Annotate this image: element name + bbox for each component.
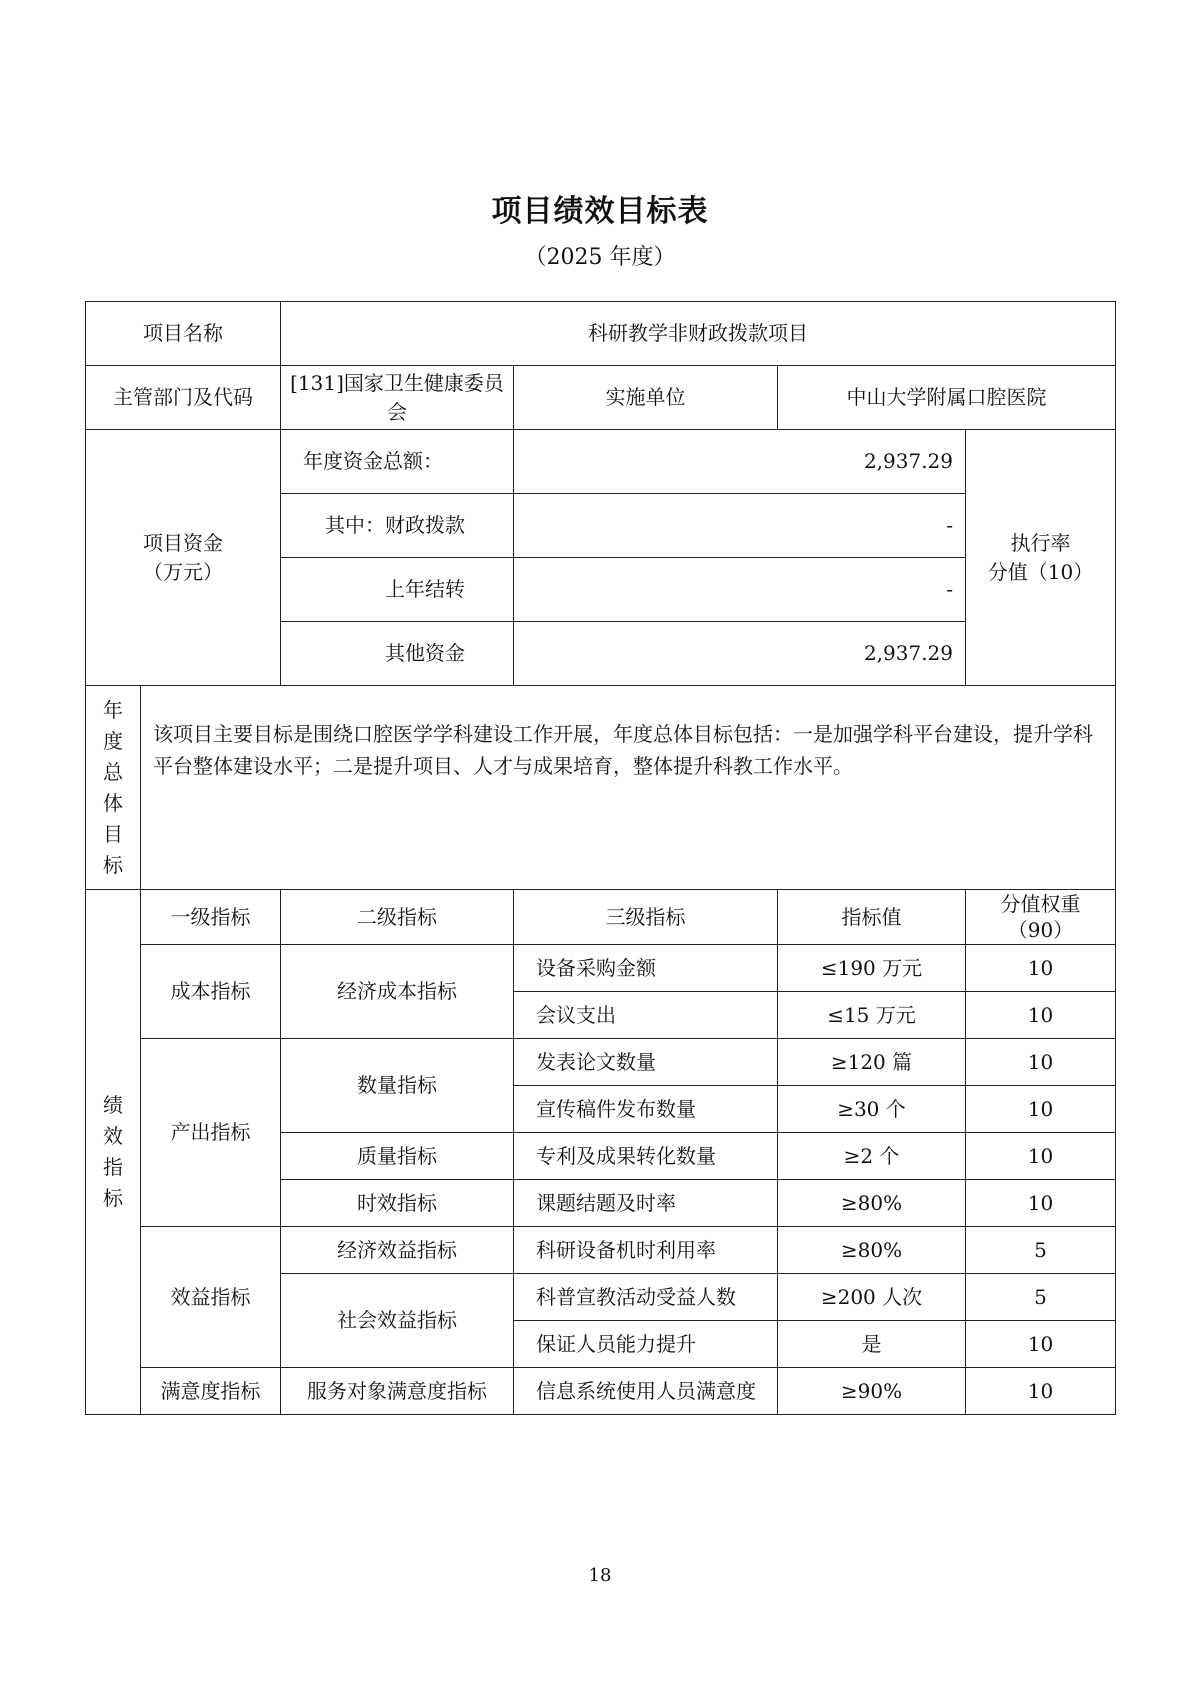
indicator-value: 是 xyxy=(778,1321,966,1368)
indicator-name: 发表论文数量 xyxy=(514,1039,778,1086)
indicator-weight: 10 xyxy=(966,992,1116,1039)
indicator-weight: 10 xyxy=(966,1321,1116,1368)
department-value: [131]国家卫生健康委员会 xyxy=(281,366,514,430)
fund-total-value: 2,937.29 xyxy=(514,430,966,494)
execution-rate-line1: 执行率 xyxy=(1010,530,1071,555)
annual-goal-label xyxy=(86,686,141,890)
annual-goal-char: 体 xyxy=(103,790,123,815)
fund-other-label: 其他资金 xyxy=(281,622,514,686)
fund-carryover-label: 上年结转 xyxy=(281,558,514,622)
indicator-value: ≥120 篇 xyxy=(778,1039,966,1086)
indicators-char: 效 xyxy=(103,1124,123,1148)
subgroup-economic-benefit: 经济效益指标 xyxy=(281,1227,514,1274)
indicator-value: ≥200 人次 xyxy=(778,1274,966,1321)
indicator-name: 专利及成果转化数量 xyxy=(514,1133,778,1180)
indicator-name: 科研设备机时利用率 xyxy=(514,1227,778,1274)
annual-goal-char: 总 xyxy=(103,759,123,784)
indicator-value: ≥30 个 xyxy=(778,1086,966,1133)
indicator-row xyxy=(86,945,1116,992)
subgroup-quality: 质量指标 xyxy=(281,1133,514,1180)
fund-label-line1: 项目资金 xyxy=(143,530,223,555)
indicator-value: ≤15 万元 xyxy=(778,992,966,1039)
header-level2: 二级指标 xyxy=(281,890,514,945)
fund-carryover-value: - xyxy=(514,558,966,622)
indicator-name: 宣传稿件发布数量 xyxy=(514,1086,778,1133)
department-label: 主管部门及代码 xyxy=(86,366,281,430)
group-cost: 成本指标 xyxy=(141,945,281,1039)
indicator-row xyxy=(86,1227,1116,1274)
fund-total-label: 年度资金总额： xyxy=(281,430,514,494)
subgroup-quantity: 数量指标 xyxy=(281,1039,514,1133)
execution-rate-cell xyxy=(966,430,1116,686)
indicator-name: 课题结题及时率 xyxy=(514,1180,778,1227)
project-name-value: 科研教学非财政拨款项目 xyxy=(281,302,1116,366)
performance-target-table xyxy=(85,301,1116,1415)
indicator-name: 科普宣教活动受益人数 xyxy=(514,1274,778,1321)
indicator-name: 设备采购金额 xyxy=(514,945,778,992)
group-output: 产出指标 xyxy=(141,1039,281,1227)
indicator-weight: 10 xyxy=(966,945,1116,992)
indicators-char: 标 xyxy=(103,1186,123,1210)
subgroup-social-benefit: 社会效益指标 xyxy=(281,1274,514,1368)
header-level1: 一级指标 xyxy=(141,890,281,945)
page-title: 项目绩效目标表 xyxy=(491,194,709,229)
subgroup-service-satisfaction: 服务对象满意度指标 xyxy=(281,1368,514,1415)
annual-goal-char: 度 xyxy=(103,728,123,753)
annual-goal-char: 目 xyxy=(103,821,123,846)
fund-fiscal-value: - xyxy=(514,494,966,558)
header-weight-line1: 分值权重 xyxy=(1000,892,1081,916)
fund-label xyxy=(86,430,281,686)
fund-total-row xyxy=(86,430,1116,494)
indicator-value: ≥80% xyxy=(778,1227,966,1274)
indicator-value: ≥80% xyxy=(778,1180,966,1227)
header-value: 指标值 xyxy=(778,890,966,945)
indicator-value: ≥90% xyxy=(778,1368,966,1415)
header-level3: 三级指标 xyxy=(514,890,778,945)
indicator-name: 信息系统使用人员满意度 xyxy=(514,1368,778,1415)
group-satisfaction: 满意度指标 xyxy=(141,1368,281,1415)
indicator-value: ≤190 万元 xyxy=(778,945,966,992)
department-row xyxy=(86,366,1116,430)
annual-goal-char: 标 xyxy=(103,852,123,877)
indicators-char: 指 xyxy=(103,1155,123,1179)
indicator-weight: 10 xyxy=(966,1368,1116,1415)
header-weight xyxy=(966,890,1116,945)
indicators-label xyxy=(86,890,141,1415)
unit-value: 中山大学附属口腔医院 xyxy=(778,366,1116,430)
project-name-label: 项目名称 xyxy=(86,302,281,366)
indicator-name: 保证人员能力提升 xyxy=(514,1321,778,1368)
indicator-weight: 10 xyxy=(966,1039,1116,1086)
unit-label: 实施单位 xyxy=(514,366,778,430)
annual-goal-text: 该项目主要目标是围绕口腔医学学科建设工作开展，年度总体目标包括：一是加强学科平台建设，提升学科平台整体建设水平；二是提升项目、人才与成果培育，整体提升科教工作水平。 xyxy=(141,686,1116,890)
indicator-name: 会议支出 xyxy=(514,992,778,1039)
group-benefit: 效益指标 xyxy=(141,1227,281,1368)
annual-goal-row xyxy=(86,686,1116,890)
annual-goal-char: 年 xyxy=(103,697,123,722)
indicator-value: ≥2 个 xyxy=(778,1133,966,1180)
indicator-weight: 10 xyxy=(966,1133,1116,1180)
indicator-row xyxy=(86,1368,1116,1415)
header-weight-line2: （90） xyxy=(1007,918,1074,942)
indicator-header-row xyxy=(86,890,1116,945)
fund-other-value: 2,937.29 xyxy=(514,622,966,686)
subgroup-economic-cost: 经济成本指标 xyxy=(281,945,514,1039)
indicator-weight: 5 xyxy=(966,1227,1116,1274)
indicators-char: 绩 xyxy=(103,1093,123,1117)
page-number: 18 xyxy=(588,1565,612,1586)
fund-label-line2: （万元） xyxy=(143,559,223,584)
page-subtitle: （2025 年度） xyxy=(524,245,676,270)
fund-fiscal-label: 其中：财政拨款 xyxy=(281,494,514,558)
project-name-row xyxy=(86,302,1116,366)
indicator-weight: 5 xyxy=(966,1274,1116,1321)
subgroup-timeliness: 时效指标 xyxy=(281,1180,514,1227)
indicator-weight: 10 xyxy=(966,1180,1116,1227)
execution-rate-line2: 分值（10） xyxy=(987,559,1094,584)
indicator-weight: 10 xyxy=(966,1086,1116,1133)
indicator-row xyxy=(86,1039,1116,1086)
